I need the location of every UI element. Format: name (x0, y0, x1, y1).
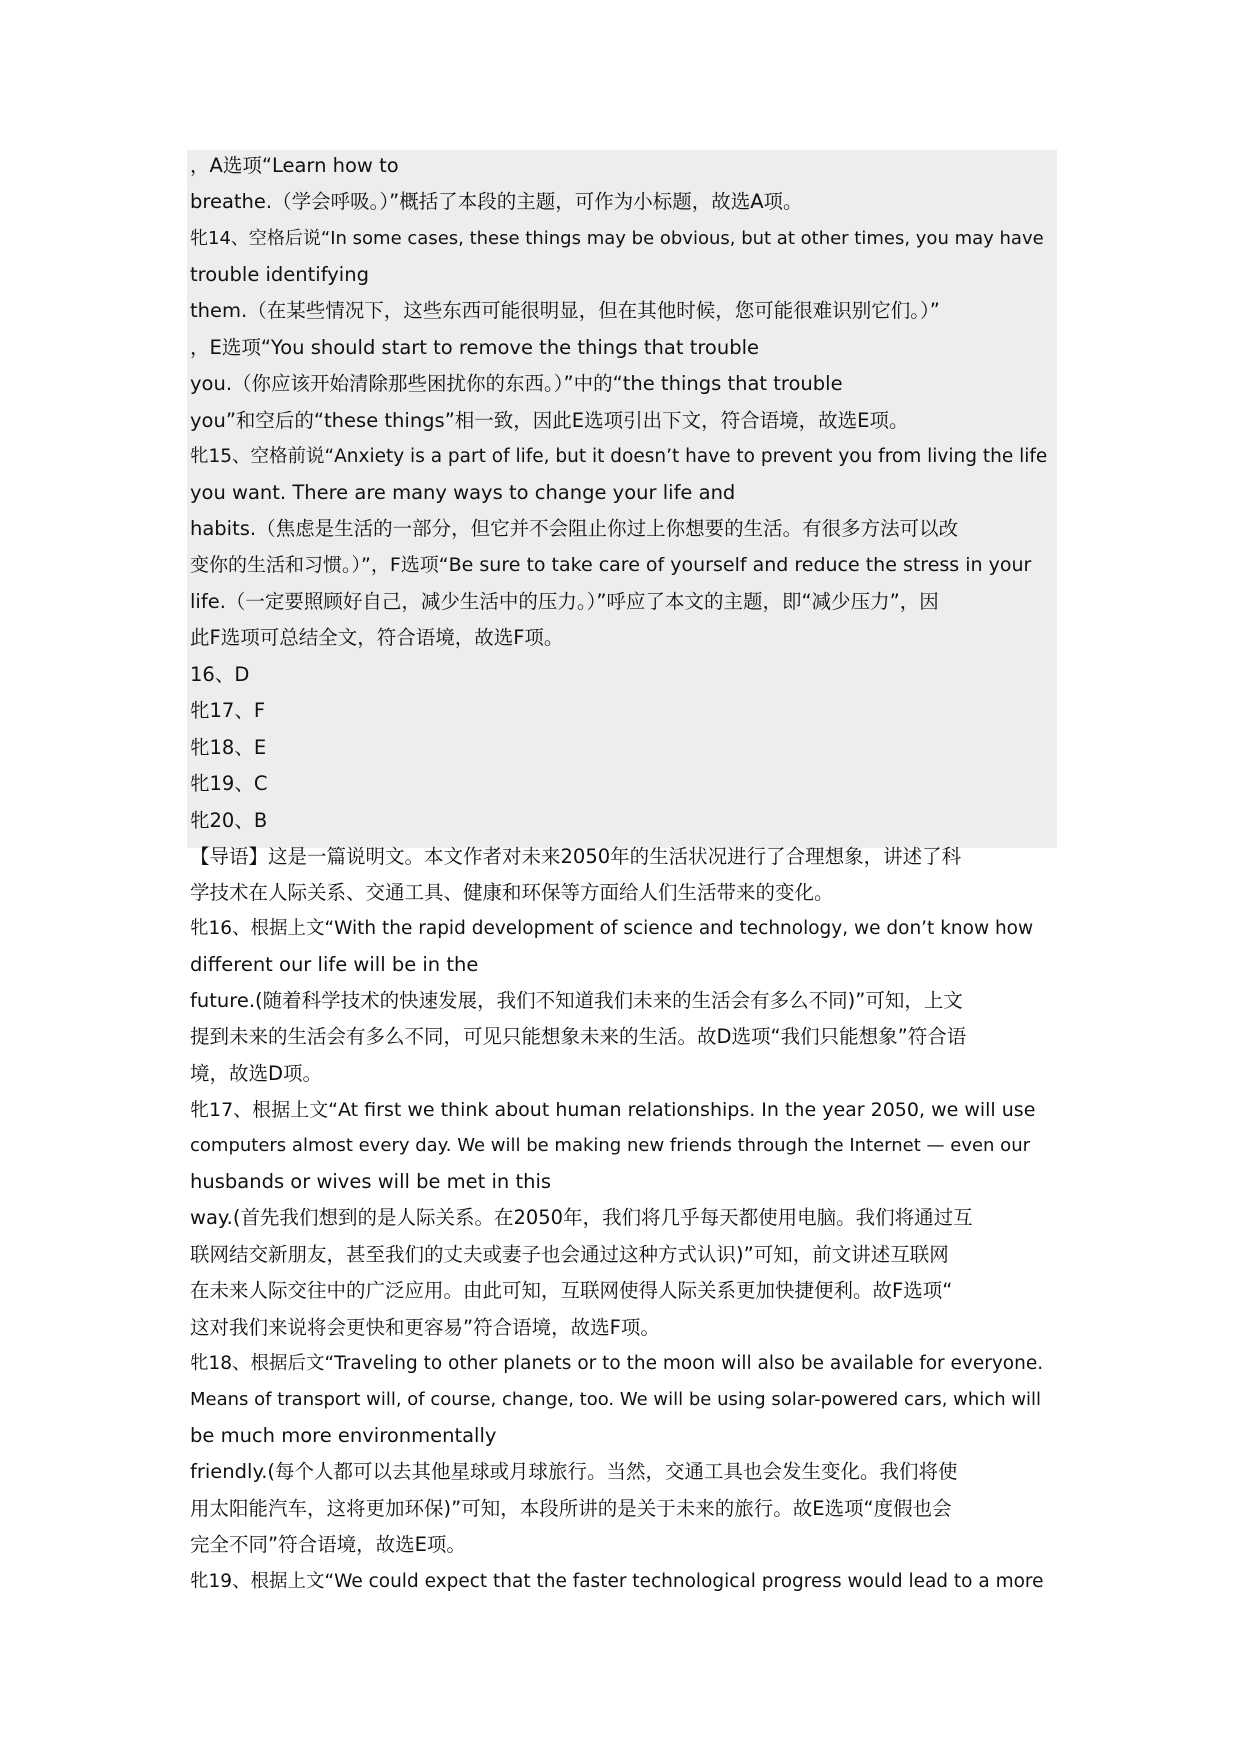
text-line: 这对我们来说将会更快和更容易”符合语境，故选F项。 (190, 1316, 660, 1339)
text-line: life.（一定要照顾好自己，减少生活中的压力。）”呼应了本文的主题，即“减少压力”，因 (190, 590, 939, 613)
text-line: 牝14、空格后说“In some cases, these things may be obvious, but at other times, you may have (190, 228, 1044, 249)
text-line: computers almost every day. We will be making new friends through the Internet — even our (190, 1135, 1031, 1156)
text-line: 变你的生活和习惯。）”，F选项“Be sure to take care of yourself and reduce the stress in your (190, 554, 1032, 576)
text-line: 牝19、C (190, 772, 268, 795)
text-line: way.(首先我们想到的是人际关系。在2050年，我们将几乎每天都使用电脑。我们将通过互 (190, 1206, 973, 1229)
text-line: husbands or wives will be met in this (190, 1170, 552, 1193)
text-line: 学技术在人际关系、交通工具、健康和环保等方面给人们生活带来的变化。 (190, 881, 834, 904)
text-line: 牝18、根据后文“Traveling to other planets or to the moon will also be available for everyone. (190, 1353, 1044, 1374)
text-line: breathe.（学会呼吸。）”概括了本段的主题，可作为小标题，故选A项。 (190, 190, 803, 213)
text-line: you.（你应该开始清除那些困扰你的东西。）”中的“the things that trouble (190, 372, 843, 395)
text-line: 牝17、F (190, 699, 266, 722)
text-line: 牝18、E (190, 736, 267, 759)
text-line: habits.（焦虑是生活的一部分，但它并不会阻止你过上你想要的生活。有很多方法可以改 (190, 517, 959, 540)
text-line: 【导语】这是一篇说明文。本文作者对未来2050年的生活状况进行了合理想象，讲述了科 (190, 845, 962, 868)
text-line: them.（在某些情况下，这些东西可能很明显，但在其他时候，您可能很难识别它们。）” (190, 299, 940, 322)
text-line: 境，故选D项。 (190, 1062, 323, 1085)
text-line: you”和空后的“these things”相一致，因此E选项引出下文，符合语境，故选E项。 (190, 409, 909, 432)
text-line: 完全不同”符合语境，故选E项。 (190, 1533, 466, 1556)
text-line: different our life will be in the (190, 953, 479, 976)
text-line: 牝20、B (190, 809, 268, 832)
text-line: 牝17、根据上文“At first we think about human relationships. In the year 2050, we will use (190, 1099, 1036, 1121)
text-line: 牝19、根据上文“We could expect that the faster technological progress would lead to a more (190, 1571, 1044, 1592)
text-line: Means of transport will, of course, change, too. We will be using solar-powered cars, which will (190, 1389, 1042, 1410)
text-line: 用太阳能汽车，这将更加环保)”可知，本段所讲的是关于未来的旅行。故E选项“度假也会 (190, 1497, 952, 1520)
text-line: ，E选项“You should start to remove the things that trouble (190, 336, 760, 359)
text-line: 此F选项可总结全文，符合语境，故选F项。 (190, 626, 564, 649)
text-line: friendly.(每个人都可以去其他星球或月球旅行。当然，交通工具也会发生变化。我们将使 (190, 1460, 958, 1483)
text-line: 牝16、根据上文“With the rapid development of science and technology, we don’t know how (190, 918, 1034, 939)
text-line: 牝15、空格前说“Anxiety is a part of life, but it doesn’t have to prevent you from living the life (190, 446, 1048, 467)
text-line: ，A选项“Learn how to (190, 154, 399, 177)
text-line: 16、D (190, 663, 250, 686)
text-line: trouble identifying (190, 263, 369, 286)
text-line: future.(随着科学技术的快速发展，我们不知道我们未来的生活会有多么不同)”可知，上文 (190, 989, 963, 1012)
text-line: 提到未来的生活会有多么不同，可见只能想象未来的生活。故D选项“我们只能想象”符合语 (190, 1025, 967, 1048)
text-line: 在未来人际交往中的广泛应用。由此可知，互联网使得人际关系更加快捷便利。故F选项“ (190, 1279, 953, 1302)
text-line: you want. There are many ways to change your life and (190, 481, 736, 504)
text-line: be much more environmentally (190, 1424, 497, 1447)
text-line: 联网结交新朋友，甚至我们的丈夫或妻子也会通过这种方式认识)”可知，前文讲述互联网 (190, 1243, 949, 1266)
